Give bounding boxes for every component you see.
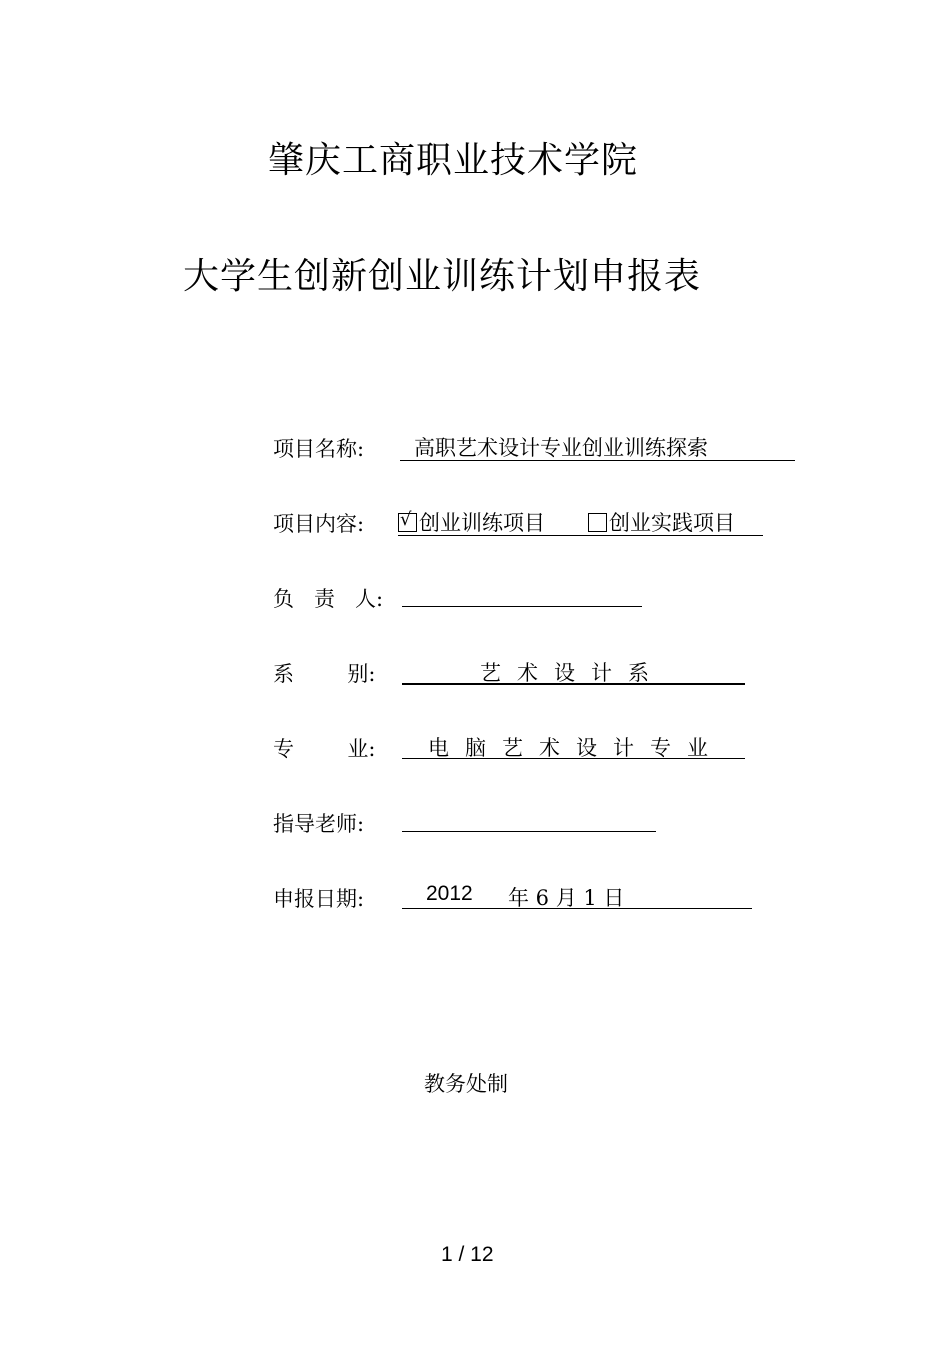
project-type-field xyxy=(398,503,763,536)
form-title: 大学生创新创业训练计划申报表 xyxy=(183,256,702,297)
leader-field[interactable] xyxy=(402,574,642,607)
major-label: 专 业: xyxy=(273,737,376,761)
issuer-text: 教务处制 xyxy=(424,1072,508,1096)
advisor-field[interactable] xyxy=(402,799,656,832)
department-field xyxy=(402,651,745,685)
project-type-label: 项目内容: xyxy=(273,512,365,536)
checkbox-empty-icon[interactable] xyxy=(588,513,607,532)
page-number: 1 / 12 xyxy=(441,1243,494,1266)
project-name-label: 项目名称: xyxy=(273,437,365,461)
date-year: 2012 xyxy=(426,882,473,905)
major-value: 电脑艺术设计专业 xyxy=(428,736,724,760)
checkbox-checked-icon[interactable]: √ xyxy=(398,513,417,532)
option1-label: 创业训练项目 xyxy=(419,511,545,535)
date-month-day: 年 6 月 1 日 xyxy=(508,886,625,910)
option-entrepreneurship-training[interactable] xyxy=(398,507,545,537)
date-label: 申报日期: xyxy=(273,887,365,911)
institution-title: 肇庆工商职业技术学院 xyxy=(268,140,639,181)
leader-label: 负 责 人: xyxy=(273,587,384,611)
department-label: 系 别: xyxy=(273,662,376,686)
project-name-value: 高职艺术设计专业创业训练探索 xyxy=(414,436,708,460)
option-entrepreneurship-practice[interactable] xyxy=(588,507,735,537)
option2-label: 创业实践项目 xyxy=(609,511,735,535)
advisor-label: 指导老师: xyxy=(273,812,365,836)
department-value: 艺术设计系 xyxy=(480,661,665,685)
major-field xyxy=(402,726,745,759)
project-name-field xyxy=(400,428,795,461)
date-field xyxy=(402,876,752,909)
